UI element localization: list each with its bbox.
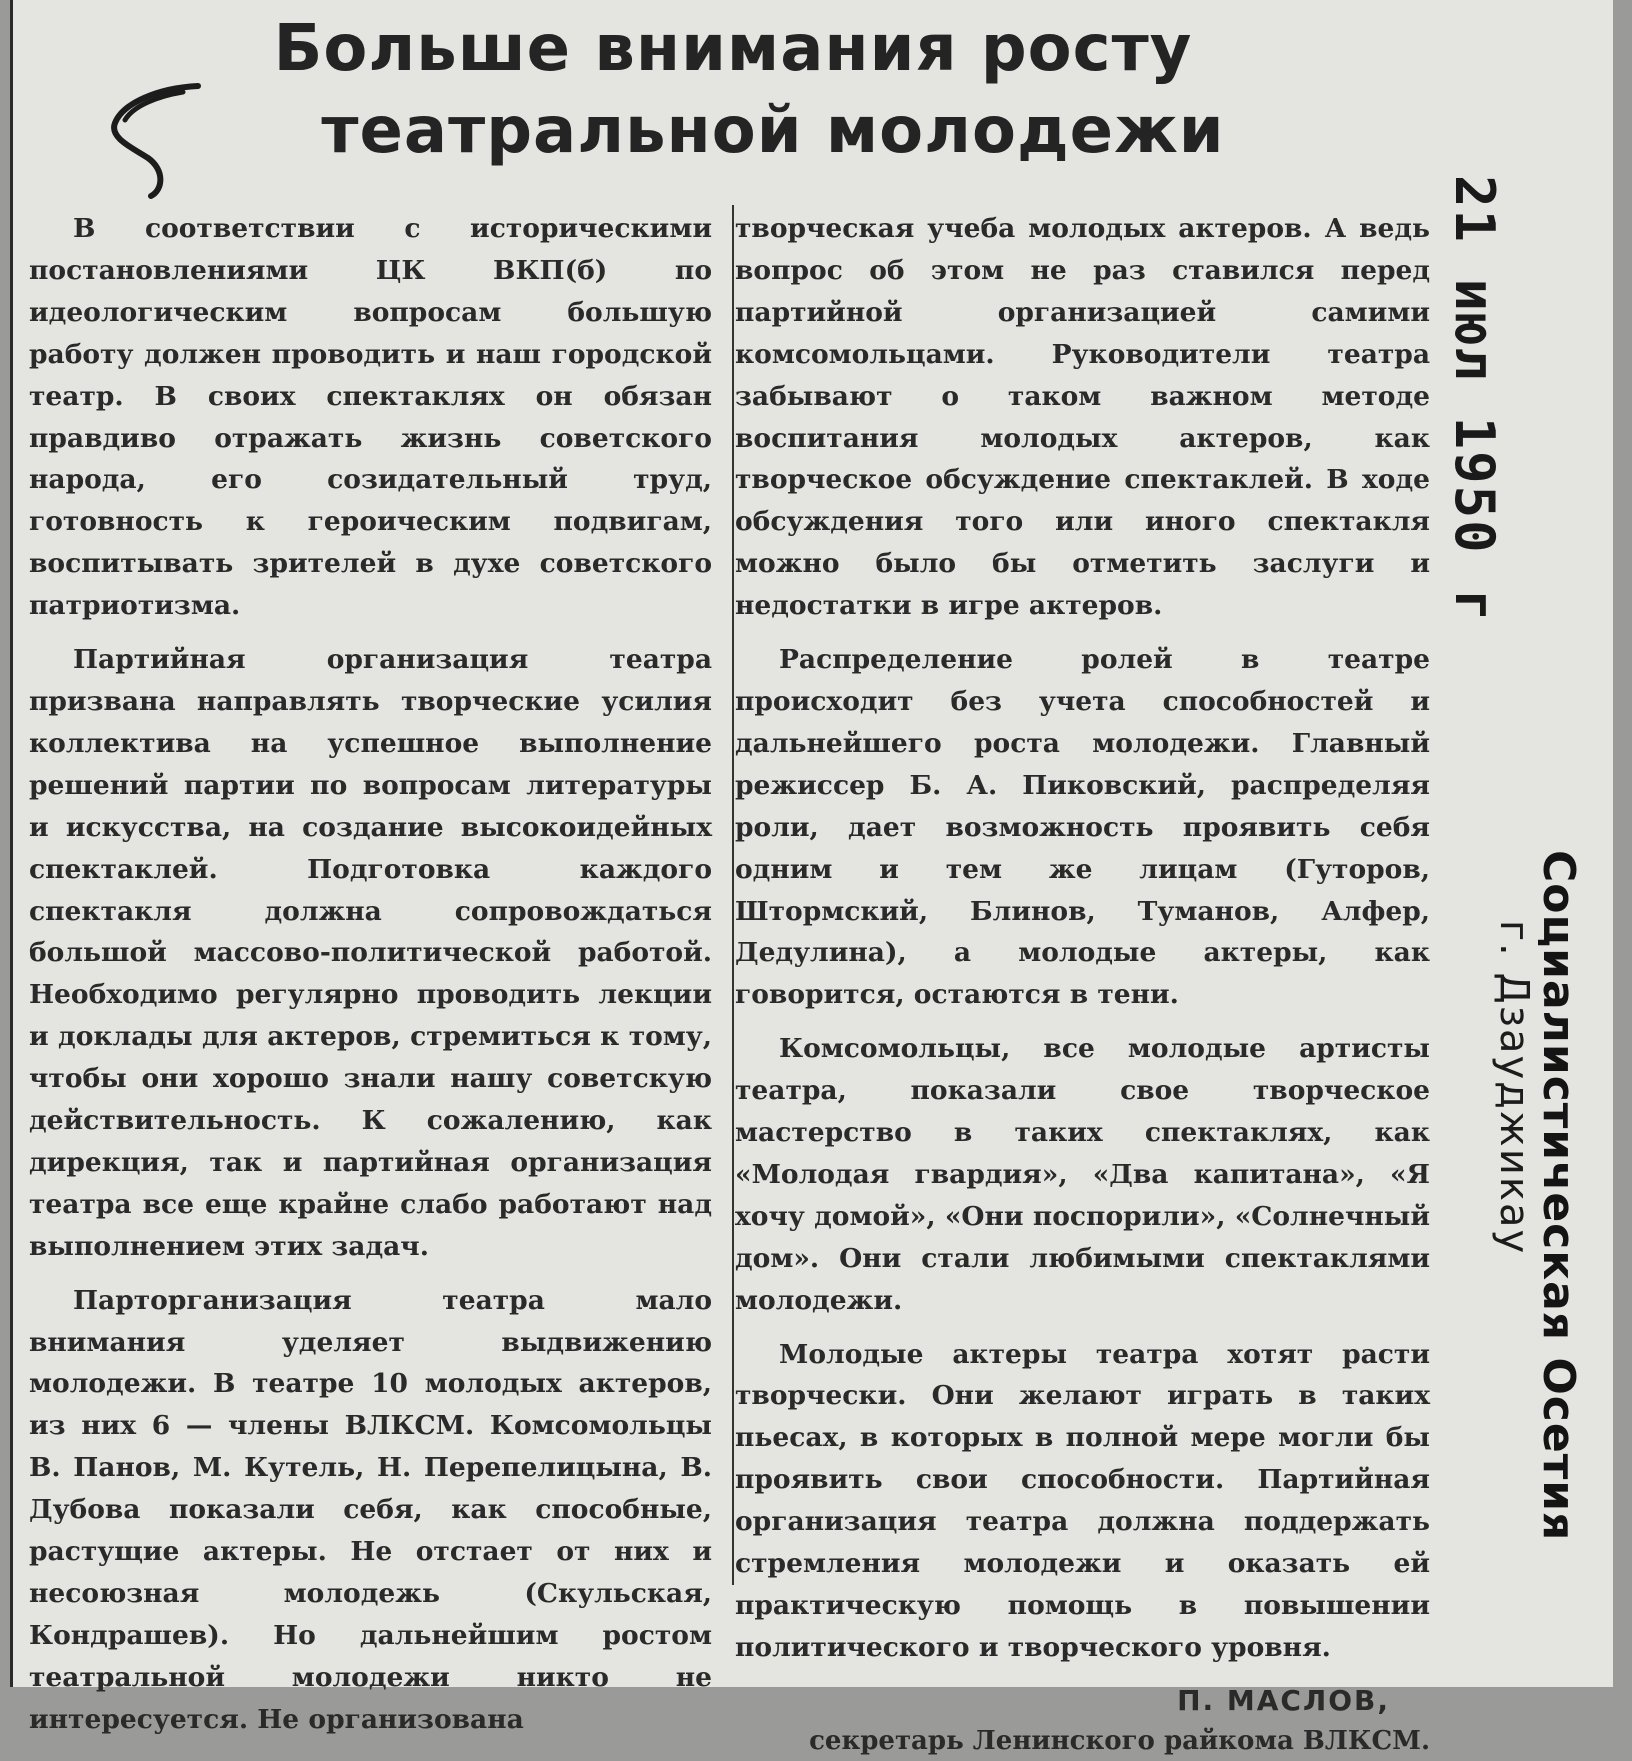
city-stamp: г. Дзауджикау [1491, 920, 1537, 1256]
author-name: П. МАСЛОВ, [1177, 1683, 1390, 1717]
left-column [29, 208, 712, 1753]
date-stamp: 21 июл 1950 г [1443, 175, 1506, 624]
paragraph: Парторганизация театра мало внимания уделяет выдвижению молодежи. В театре 10 молодых актеров, из них 6 — члены ВЛКСМ. Комсомольцы В. Панов, М. Кутель, Н. Перепелицына, В. Дубова показали себя, как способные, растущие актеры. Не отстает от них и несоюзная молодежь (Скульская, Кондрашев). Но дальнейшим ростом театральной молодежи никто не интересуется. Не организована [29, 1284, 712, 1735]
headline [163, 8, 1303, 172]
paragraph: Распределение ролей в театре происходит без учета способностей и дальнейшего роста молодежи. Главный режиссер Б. А. Пиковский, распределяя роли, дает возможность проявить себя одним и тем же лицам (Гуторов, Штормский, Блинов, Туманов, Алфер, Дедулина), а молодые актеры, как говорится, остаются в тени. [735, 644, 1430, 1011]
headline-line-2: театральной молодежи [321, 94, 1225, 168]
paragraph: Молодые актеры театра хотят расти творчески. Они желают играть в таких пьесах, в которых в полной мере могли бы проявить свои способности. Партийная организация театра должна поддержать стремления молодежи и оказать ей практическую помощь в повышении политического и творческого уровня. [735, 1338, 1430, 1663]
paragraph: Партийная организация театра призвана направлять творческие усилия коллектива на успешное выполнение решений партии по вопросам литературы и искусства, на создание высокоидейных спектаклей. Подготовка каждого спектакля должна сопровождаться большой массово-политической работой. Необходимо регулярно проводить лекции и доклады для актеров, стремиться к тому, чтобы они хорошо знали нашу советскую действительность. К сожалению, как дирекция, так и партийная организация театра все еще крайне слабо работают над выполнением этих задач. [29, 644, 712, 1262]
paragraph: творческая учеба молодых актеров. А ведь вопрос об этом не раз ставился перед партийной организацией самими комсомольцами. Руководители театра забывают о таком важном методе воспитания молодых актеров, как творческое обсуждение спектаклей. В ходе обсуждения того или иного спектакля можно было бы отметить заслуги и недостатки в игре актеров. [735, 213, 1430, 622]
author-role: секретарь Ленинского райкома ВЛКСМ. [809, 1725, 1430, 1756]
signature [735, 1681, 1430, 1761]
paragraph: В соответствии с историческими постановлениями ЦК ВКП(б) по идеологическим вопросам большую работу должен проводить и наш городской театр. В своих спектаклях он обязан правдиво отражать жизнь советского народа, его созидательный труд, готовность к героическим подвигам, воспитывать зрителей в духе советского патриотизма. [29, 213, 712, 622]
newspaper-name-stamp: Социалистическая Осетия [1533, 850, 1584, 1542]
paragraph: Комсомольцы, все молодые артисты театра, показали свое творческое мастерство в таких спектаклях, как «Молодая гвардия», «Два капитана», «Я хочу домой», «Они поспорили», «Солнечный дом». Они стали любимыми спектаклями молодежи. [735, 1033, 1430, 1316]
headline-line-1: Больше внимания росту [273, 12, 1193, 86]
column-divider [732, 205, 734, 1585]
newspaper-clipping [10, 0, 1613, 1756]
right-column [735, 208, 1430, 1761]
